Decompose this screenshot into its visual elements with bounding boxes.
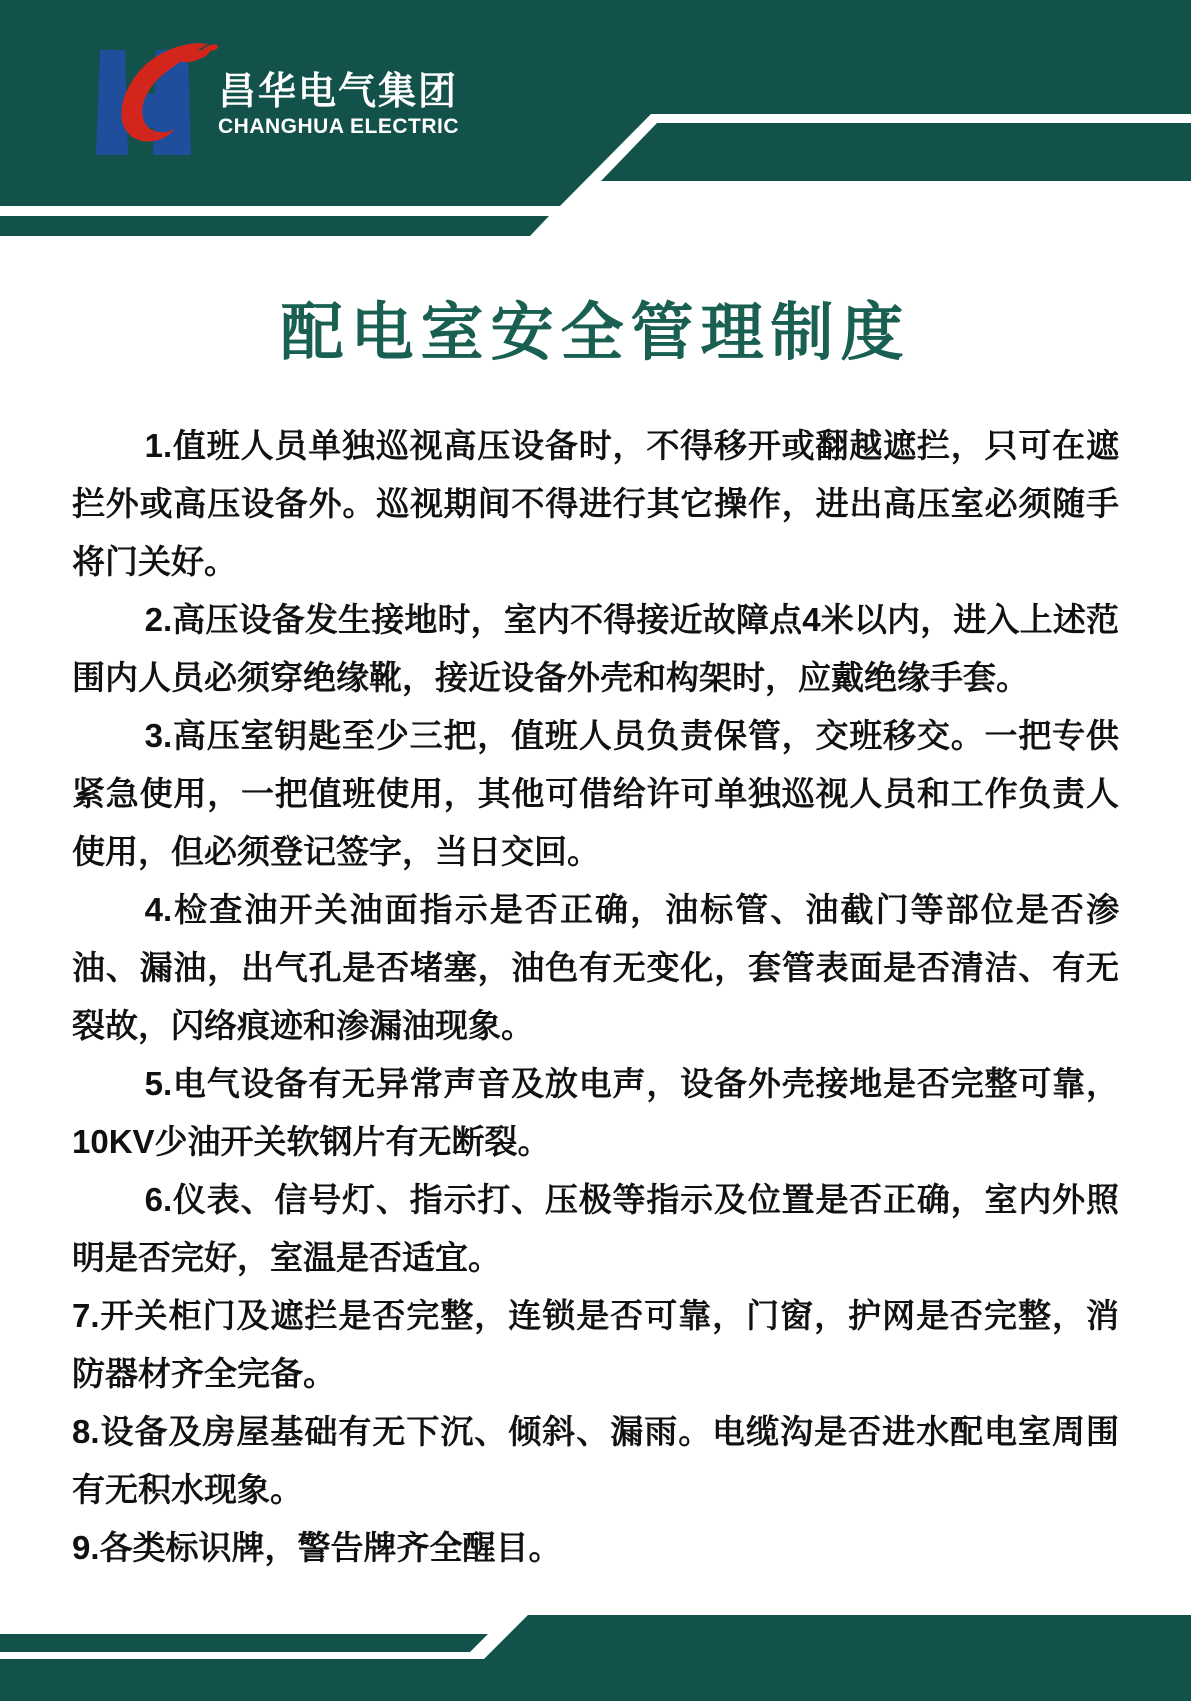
footer-main-band-shape — [0, 1615, 1191, 1701]
rule-item-2: 2.高压设备发生接地时，室内不得接近故障点4米以内，进入上述范围内人员必须穿绝缘靴，接近设备外壳和构架时，应戴绝缘手套。 — [72, 601, 1119, 696]
company-name-cn: 昌华电气集团 — [218, 71, 459, 113]
header-right-stripe-shape — [601, 123, 1191, 181]
footer-band — [0, 1591, 1191, 1701]
logo-mark-icon — [96, 42, 218, 158]
rule-item-5: 5.电气设备有无异常声音及放电声，设备外壳接地是否完整可靠，10KV少油开关软钢片有无断裂。 — [72, 1065, 1119, 1160]
rule-item-3: 3.高压室钥匙至少三把，值班人员负责保管，交班移交。一把专供紧急使用，一把值班使用，其他可借给许可单独巡视人员和工作负责人使用，但必须登记签字，当日交回。 — [72, 717, 1119, 870]
rule-item-4: 4.检查油开关油面指示是否正确，油标管、油截门等部位是否渗油、漏油，出气孔是否堵塞，油色有无变化，套管表面是否清洁、有无裂故，闪络痕迹和渗漏油现象。 — [72, 891, 1119, 1044]
rule-item-1: 1.值班人员单独巡视高压设备时，不得移开或翻越遮拦，只可在遮拦外或高压设备外。巡视期间不得进行其它操作，进出高压室必须随手将门关好。 — [72, 427, 1119, 580]
header-left-stripe-shape — [0, 216, 549, 236]
company-name-en: CHANGHUA ELECTRIC — [218, 115, 460, 138]
rule-item-9: 9.各类标识牌，警告牌齐全醒目。 — [72, 1529, 562, 1566]
logo-text-block — [218, 70, 459, 139]
rule-item-6: 6.仪表、信号灯、指示打、压极等指示及位置是否正确，室内外照明是否完好，室温是否适宜。 — [72, 1181, 1119, 1276]
company-logo — [96, 40, 576, 170]
page-title: 配电室安全管理制度 — [280, 298, 911, 368]
footer-left-stripe-shape — [0, 1634, 488, 1652]
rule-item-8: 8.设备及房屋基础有无下沉、倾斜、漏雨。电缆沟是否进水配电室周围有无积水现象。 — [72, 1413, 1119, 1508]
rule-item-7: 7.开关柜门及遮拦是否完整，连锁是否可靠，门窗，护网是否完整，消防器材齐全完备。 — [72, 1297, 1119, 1392]
rules-list — [72, 417, 1119, 1577]
